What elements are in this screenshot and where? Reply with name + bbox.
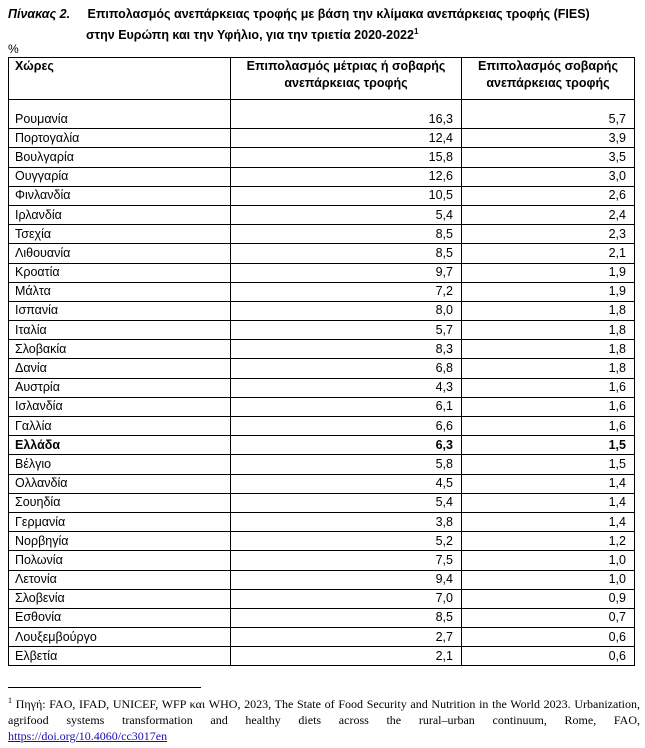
moderate-severe-cell: 6,1 bbox=[231, 397, 462, 416]
table-row bbox=[9, 282, 635, 301]
moderate-severe-cell: 8,3 bbox=[231, 340, 462, 359]
country-cell: Ιταλία bbox=[9, 321, 231, 340]
country-cell: Ισπανία bbox=[9, 301, 231, 320]
table-row bbox=[9, 397, 635, 416]
table-title bbox=[8, 6, 638, 44]
severe-cell: 1,2 bbox=[462, 532, 635, 551]
severe-cell: 3,5 bbox=[462, 148, 635, 167]
country-cell: Λουξεμβούργο bbox=[9, 628, 231, 647]
moderate-severe-cell: 6,3 bbox=[231, 436, 462, 455]
severe-cell: 1,8 bbox=[462, 301, 635, 320]
doi-link[interactable]: https://doi.org/10.4060/cc3017en bbox=[8, 729, 168, 743]
title-line-1: Επιπολασμός ανεπάρκειας τροφής με βάση την κλίμακα ανεπάρκειας τροφής (FIES) bbox=[87, 7, 590, 21]
table-row bbox=[9, 244, 635, 263]
moderate-severe-cell: 8,0 bbox=[231, 301, 462, 320]
moderate-severe-cell: 2,1 bbox=[231, 647, 462, 666]
moderate-severe-cell: 5,4 bbox=[231, 205, 462, 224]
country-cell: Σουηδία bbox=[9, 493, 231, 512]
severe-cell: 0,7 bbox=[462, 608, 635, 627]
moderate-severe-cell: 5,4 bbox=[231, 493, 462, 512]
severe-cell: 1,4 bbox=[462, 474, 635, 493]
table-row bbox=[9, 167, 635, 186]
severe-cell: 3,0 bbox=[462, 167, 635, 186]
country-cell: Μάλτα bbox=[9, 282, 231, 301]
header-country: Χώρες bbox=[9, 58, 231, 100]
country-cell: Ρουμανία bbox=[9, 110, 231, 129]
table-row bbox=[9, 551, 635, 570]
table-row bbox=[9, 129, 635, 148]
moderate-severe-cell: 10,5 bbox=[231, 186, 462, 205]
severe-cell: 1,6 bbox=[462, 417, 635, 436]
footnote bbox=[8, 693, 640, 744]
country-cell: Πορτογαλία bbox=[9, 129, 231, 148]
table-row bbox=[9, 570, 635, 589]
table-row bbox=[9, 512, 635, 531]
table-number-label: Πίνακας 2. bbox=[8, 7, 71, 21]
severe-cell: 2,1 bbox=[462, 244, 635, 263]
severe-cell: 1,8 bbox=[462, 340, 635, 359]
country-cell: Σλοβενία bbox=[9, 589, 231, 608]
spacer-cell bbox=[9, 100, 231, 111]
data-table bbox=[8, 57, 635, 666]
table-row bbox=[9, 436, 635, 455]
severe-cell: 2,3 bbox=[462, 225, 635, 244]
severe-cell: 2,6 bbox=[462, 186, 635, 205]
table-row bbox=[9, 455, 635, 474]
table-row bbox=[9, 417, 635, 436]
country-cell: Δανία bbox=[9, 359, 231, 378]
moderate-severe-cell: 12,4 bbox=[231, 129, 462, 148]
country-cell: Βουλγαρία bbox=[9, 148, 231, 167]
table-row bbox=[9, 474, 635, 493]
country-cell: Πολωνία bbox=[9, 551, 231, 570]
table-row bbox=[9, 301, 635, 320]
country-cell: Ελβετία bbox=[9, 647, 231, 666]
country-cell: Ελλάδα bbox=[9, 436, 231, 455]
spacer-row bbox=[9, 100, 635, 111]
table-row bbox=[9, 148, 635, 167]
severe-cell: 0,6 bbox=[462, 647, 635, 666]
table-row bbox=[9, 186, 635, 205]
severe-cell: 0,9 bbox=[462, 589, 635, 608]
footnote-number: 1 bbox=[8, 696, 12, 705]
footnote-ref: 1 bbox=[413, 27, 419, 36]
table-row bbox=[9, 263, 635, 282]
header-row bbox=[9, 58, 635, 100]
country-cell: Εσθονία bbox=[9, 608, 231, 627]
header-severe: Επιπολασμός σοβαρής ανεπάρκειας τροφής bbox=[462, 58, 635, 100]
spacer-cell bbox=[231, 100, 462, 111]
country-cell: Ισλανδία bbox=[9, 397, 231, 416]
moderate-severe-cell: 6,6 bbox=[231, 417, 462, 436]
spacer-cell bbox=[462, 100, 635, 111]
severe-cell: 1,5 bbox=[462, 455, 635, 474]
table-row bbox=[9, 321, 635, 340]
country-cell: Αυστρία bbox=[9, 378, 231, 397]
severe-cell: 1,8 bbox=[462, 321, 635, 340]
country-cell: Κροατία bbox=[9, 263, 231, 282]
table-row bbox=[9, 359, 635, 378]
footnote-text: Πηγή: FAO, IFAD, UNICEF, WFP και WHO, 2023, The State of Food Security and Nutrition in the World 2023. Urbanization, agrifood systems transformation and healthy diets across the rural–urban continuum, Rome, FAO, bbox=[8, 697, 640, 727]
country-cell: Ολλανδία bbox=[9, 474, 231, 493]
footnote-separator bbox=[8, 687, 201, 688]
title-line-2: στην Ευρώπη και την Υφήλιο, για την τριετία 2020-2022 bbox=[86, 28, 414, 43]
moderate-severe-cell: 7,5 bbox=[231, 551, 462, 570]
table-row bbox=[9, 205, 635, 224]
table-row bbox=[9, 647, 635, 666]
country-cell: Γαλλία bbox=[9, 417, 231, 436]
table-row bbox=[9, 628, 635, 647]
severe-cell: 1,5 bbox=[462, 436, 635, 455]
severe-cell: 1,4 bbox=[462, 493, 635, 512]
country-cell: Νορβηγία bbox=[9, 532, 231, 551]
moderate-severe-cell: 5,7 bbox=[231, 321, 462, 340]
severe-cell: 0,6 bbox=[462, 628, 635, 647]
severe-cell: 5,7 bbox=[462, 110, 635, 129]
table-row bbox=[9, 532, 635, 551]
table-row bbox=[9, 378, 635, 397]
severe-cell: 1,6 bbox=[462, 378, 635, 397]
unit-label: % bbox=[8, 42, 19, 56]
severe-cell: 1,8 bbox=[462, 359, 635, 378]
country-cell: Σλοβακία bbox=[9, 340, 231, 359]
moderate-severe-cell: 4,5 bbox=[231, 474, 462, 493]
country-cell: Λετονία bbox=[9, 570, 231, 589]
moderate-severe-cell: 16,3 bbox=[231, 110, 462, 129]
header-moderate-severe: Επιπολασμός μέτριας ή σοβαρής ανεπάρκειας τροφής bbox=[231, 58, 462, 100]
moderate-severe-cell: 8,5 bbox=[231, 244, 462, 263]
moderate-severe-cell: 5,8 bbox=[231, 455, 462, 474]
severe-cell: 2,4 bbox=[462, 205, 635, 224]
country-cell: Λιθουανία bbox=[9, 244, 231, 263]
severe-cell: 1,6 bbox=[462, 397, 635, 416]
severe-cell: 1,0 bbox=[462, 570, 635, 589]
moderate-severe-cell: 7,0 bbox=[231, 589, 462, 608]
moderate-severe-cell: 6,8 bbox=[231, 359, 462, 378]
country-cell: Φινλανδία bbox=[9, 186, 231, 205]
country-cell: Γερμανία bbox=[9, 512, 231, 531]
moderate-severe-cell: 4,3 bbox=[231, 378, 462, 397]
moderate-severe-cell: 12,6 bbox=[231, 167, 462, 186]
table-row bbox=[9, 340, 635, 359]
country-cell: Βέλγιο bbox=[9, 455, 231, 474]
country-cell: Ουγγαρία bbox=[9, 167, 231, 186]
moderate-severe-cell: 5,2 bbox=[231, 532, 462, 551]
table-row bbox=[9, 110, 635, 129]
severe-cell: 1,0 bbox=[462, 551, 635, 570]
moderate-severe-cell: 8,5 bbox=[231, 608, 462, 627]
severe-cell: 3,9 bbox=[462, 129, 635, 148]
moderate-severe-cell: 8,5 bbox=[231, 225, 462, 244]
country-cell: Τσεχία bbox=[9, 225, 231, 244]
moderate-severe-cell: 2,7 bbox=[231, 628, 462, 647]
moderate-severe-cell: 9,4 bbox=[231, 570, 462, 589]
moderate-severe-cell: 7,2 bbox=[231, 282, 462, 301]
table-row bbox=[9, 608, 635, 627]
severe-cell: 1,9 bbox=[462, 263, 635, 282]
moderate-severe-cell: 9,7 bbox=[231, 263, 462, 282]
table-row bbox=[9, 225, 635, 244]
country-cell: Ιρλανδία bbox=[9, 205, 231, 224]
table-row bbox=[9, 493, 635, 512]
moderate-severe-cell: 3,8 bbox=[231, 512, 462, 531]
severe-cell: 1,9 bbox=[462, 282, 635, 301]
moderate-severe-cell: 15,8 bbox=[231, 148, 462, 167]
table-row bbox=[9, 589, 635, 608]
severe-cell: 1,4 bbox=[462, 512, 635, 531]
